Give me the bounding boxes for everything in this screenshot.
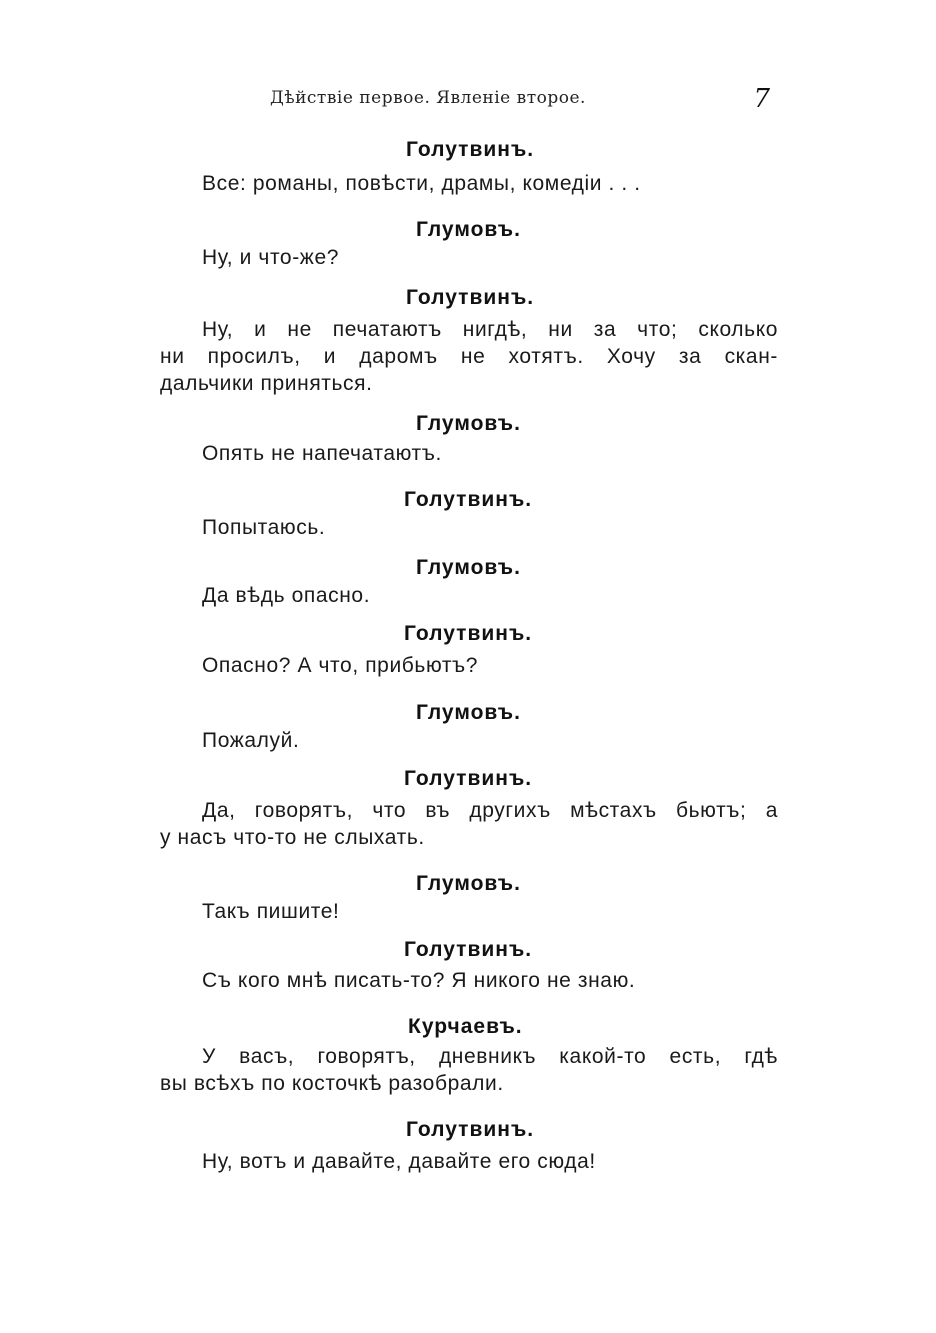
speaker-name: Глумовъ. — [416, 872, 521, 895]
dialogue-line: У васъ, говорятъ, дневникъ какой-то есть, гдѣ — [202, 1045, 778, 1068]
speaker-name: Глумовъ. — [416, 556, 521, 579]
dialogue-line: Пожалуй. — [202, 729, 300, 752]
dialogue-paragraph — [160, 316, 778, 397]
speaker-name: Голутвинъ. — [404, 488, 533, 511]
dialogue-line: Да, говорятъ, что въ другихъ мѣстахъ бьютъ; а — [202, 799, 778, 822]
dialogue-line: дальчики приняться. — [160, 372, 373, 395]
dialogue-line: Да вѣдь опасно. — [202, 584, 371, 607]
page-header — [270, 84, 770, 114]
speaker-name: Глумовъ. — [416, 218, 521, 241]
dialogue-line: Ну, вотъ и давайте, давайте его сюда! — [202, 1150, 596, 1173]
dialogue-line: Ну, и что-же? — [202, 246, 339, 269]
speaker-name: Голутвинъ. — [404, 622, 533, 645]
speaker-name: Голутвинъ. — [406, 1118, 535, 1141]
speaker-name: Глумовъ. — [416, 701, 521, 724]
speaker-name: Голутвинъ. — [404, 767, 533, 790]
dialogue-line: вы всѣхъ по косточкѣ разобрали. — [160, 1072, 504, 1095]
dialogue-paragraph — [160, 797, 778, 851]
dialogue-line: Такъ пишите! — [202, 900, 340, 923]
speaker-name: Курчаевъ. — [408, 1015, 523, 1038]
dialogue-line: Опасно? А что, прибьютъ? — [202, 654, 479, 677]
dialogue-paragraph — [160, 1043, 778, 1097]
dialogue-line: Попытаюсь. — [202, 516, 326, 539]
dialogue-line: Опять не напечатаютъ. — [202, 442, 442, 465]
dialogue-line: Все: романы, повѣсти, драмы, комедiи . . . — [202, 172, 641, 195]
page-number: 7 — [753, 84, 770, 114]
dialogue-line: ни просилъ, и даромъ не хотятъ. Хочу за скан- — [160, 345, 778, 368]
dialogue-line: Ну, и не печатаютъ нигдѣ, ни за что; сколько — [202, 318, 778, 341]
running-title: Дѣйствiе первое. Явленiе второе. — [270, 88, 586, 108]
speaker-name: Голутвинъ. — [406, 138, 535, 161]
speaker-name: Глумовъ. — [416, 412, 521, 435]
dialogue-line: Съ кого мнѣ писать-то? Я никого не знаю. — [202, 969, 636, 992]
speaker-name: Голутвинъ. — [406, 286, 535, 309]
speaker-name: Голутвинъ. — [404, 938, 533, 961]
dialogue-line: у насъ что-то не слыхать. — [160, 826, 425, 849]
